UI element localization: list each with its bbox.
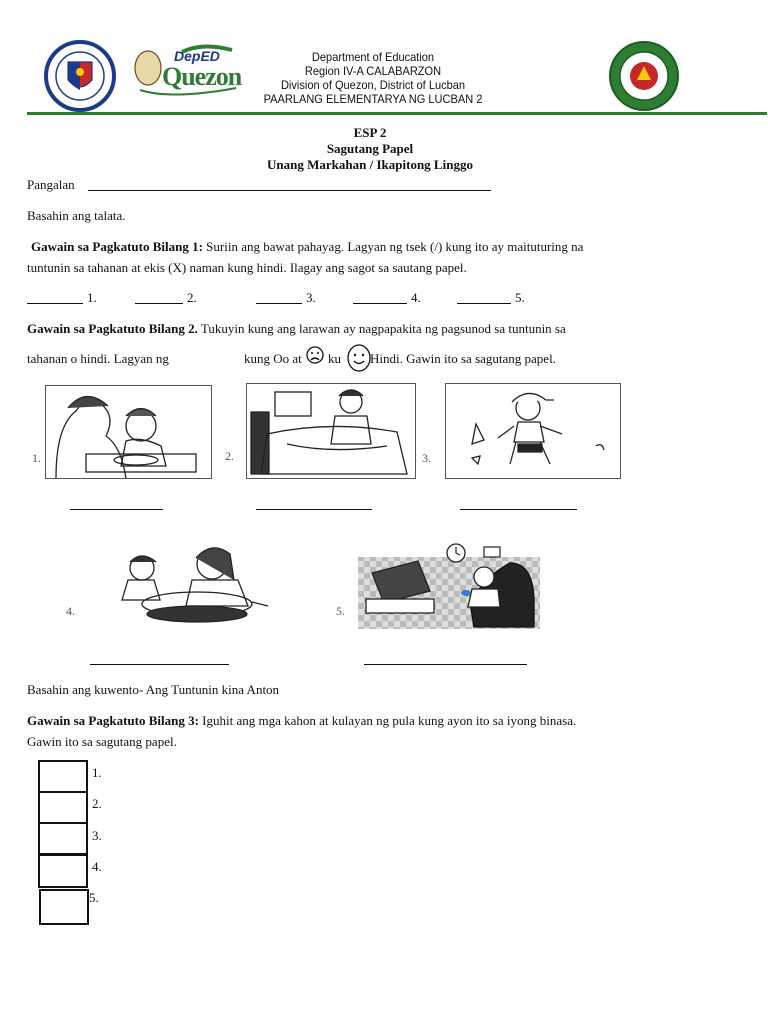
gawain3-label: Gawain sa Pagkatuto Bilang 3: (27, 713, 199, 728)
deped-seal-icon (40, 40, 120, 112)
picture-answer-1[interactable] (70, 509, 163, 510)
picture-2-drawing (247, 384, 415, 478)
gawain2-line1 (27, 319, 566, 339)
box-number-2: 2. (92, 796, 102, 811)
title-subject: ESP 2 (353, 125, 387, 140)
gawain1-text-b: tuntunin sa tahanan at ekis (X) naman kung hindi. Ilagay ang sagot sa sautang papel. (27, 260, 467, 275)
gawain2-text-b4: Hindi. Gawin ito sa sagutang papel. (370, 351, 556, 366)
picture-5-drawing (334, 543, 540, 629)
letterhead-line2: Region IV-A CALABARZON (304, 64, 442, 78)
box-number-1: 1. (92, 765, 102, 780)
gawain1-label: Gawain sa Pagkatuto Bilang 1: (31, 239, 203, 254)
sad-face-icon (305, 345, 325, 365)
answer-blank-5[interactable] (457, 303, 511, 304)
smiley-face-icon (346, 344, 372, 372)
gawain1-line1 (31, 237, 583, 257)
picture-number-1: 1. (32, 451, 41, 465)
gawain1-answer-row (27, 288, 547, 308)
answer-blank-1[interactable] (27, 303, 83, 304)
picture-answer-2[interactable] (256, 509, 372, 510)
box-number-3: 3. (92, 828, 102, 843)
picture-4-children-washing-clothes (62, 540, 274, 624)
letterhead-line4: PAARLANG ELEMENTARYA NG LUCBAN 2 (263, 92, 483, 106)
gawain2-text-a: Tukuyin kung ang larawan ay nagpapakita ng pagsunod sa tuntunin sa (197, 321, 566, 336)
answer-blank-3[interactable] (256, 303, 302, 304)
picture-4-drawing (62, 540, 274, 624)
answer-box-4[interactable] (38, 854, 88, 888)
answer-box-5[interactable] (39, 889, 89, 925)
answer-number-5: 5. (515, 290, 525, 305)
header-rule (27, 112, 767, 115)
picture-1-mother-child-washing-hands (32, 385, 212, 479)
answer-blank-4[interactable] (353, 303, 407, 304)
picture-5-child-watching-tv (334, 543, 540, 629)
answer-number-1: 1. (87, 290, 97, 305)
instruction-basahin-talata: Basahin ang talata. (27, 208, 126, 223)
pangalan-field[interactable] (88, 190, 491, 191)
logo-deped-text: DepED (174, 48, 220, 64)
picture-number-2: 2. (225, 449, 234, 463)
picture-3-drawing (446, 384, 620, 478)
gawain2-label: Gawain sa Pagkatuto Bilang 2. (27, 321, 198, 336)
picture-answer-3[interactable] (460, 509, 577, 510)
gawain3-line1 (27, 711, 576, 731)
picture-3-child-dropping-trash (422, 383, 621, 479)
picture-2-child-making-bed (225, 383, 416, 479)
school-seal-icon (604, 40, 684, 112)
instruction-basahin-kuwento: Basahin ang kuwento- Ang Tuntunin kina Anton (27, 682, 280, 697)
box-number-5: 5. (89, 890, 99, 905)
letterhead-line1: Department of Education (311, 50, 435, 64)
answer-number-3: 3. (306, 290, 316, 305)
box-number-4: 4. (92, 859, 102, 874)
gawain2-text-b1: tahanan o hindi. Lagyan ng (27, 351, 169, 366)
picture-answer-4[interactable] (90, 664, 229, 665)
picture-number-5: 5. (336, 604, 345, 618)
pangalan-label: Pangalan (27, 177, 75, 192)
gawain3-text-b: Gawin ito sa sagutang papel. (27, 734, 177, 749)
picture-number-3: 3. (422, 451, 431, 465)
gawain2-text-b2: kung Oo at (244, 351, 302, 366)
gawain3-text-a: Iguhit ang mga kahon at kulayan ng pula kung ayon ito sa iyong binasa. (198, 713, 577, 728)
answer-box-3[interactable] (38, 822, 88, 855)
title-quarter-week: Unang Markahan / Ikapitong Linggo (267, 157, 473, 172)
letterhead-line3: Division of Quezon, District of Lucban (280, 78, 466, 92)
answer-number-2: 2. (187, 290, 197, 305)
gawain1-text-a: Suriin ang bawat pahayag. Lagyan ng tsek (/) kung ito ay maituturing na (202, 239, 584, 254)
answer-box-1[interactable] (38, 760, 88, 793)
answer-number-4: 4. (411, 290, 421, 305)
picture-1-drawing (46, 386, 211, 478)
letterhead-text (249, 50, 497, 106)
deped-quezon-logo (132, 42, 240, 102)
picture-number-4: 4. (66, 604, 75, 618)
gawain2-text-b3: ku (328, 351, 341, 366)
answer-blank-2[interactable] (135, 303, 183, 304)
picture-answer-5[interactable] (364, 664, 527, 665)
title-sagutang-papel: Sagutang Papel (326, 141, 414, 156)
letterhead (0, 40, 768, 112)
logo-quezon-text: Quezon (162, 62, 242, 91)
answer-box-2[interactable] (38, 791, 88, 824)
